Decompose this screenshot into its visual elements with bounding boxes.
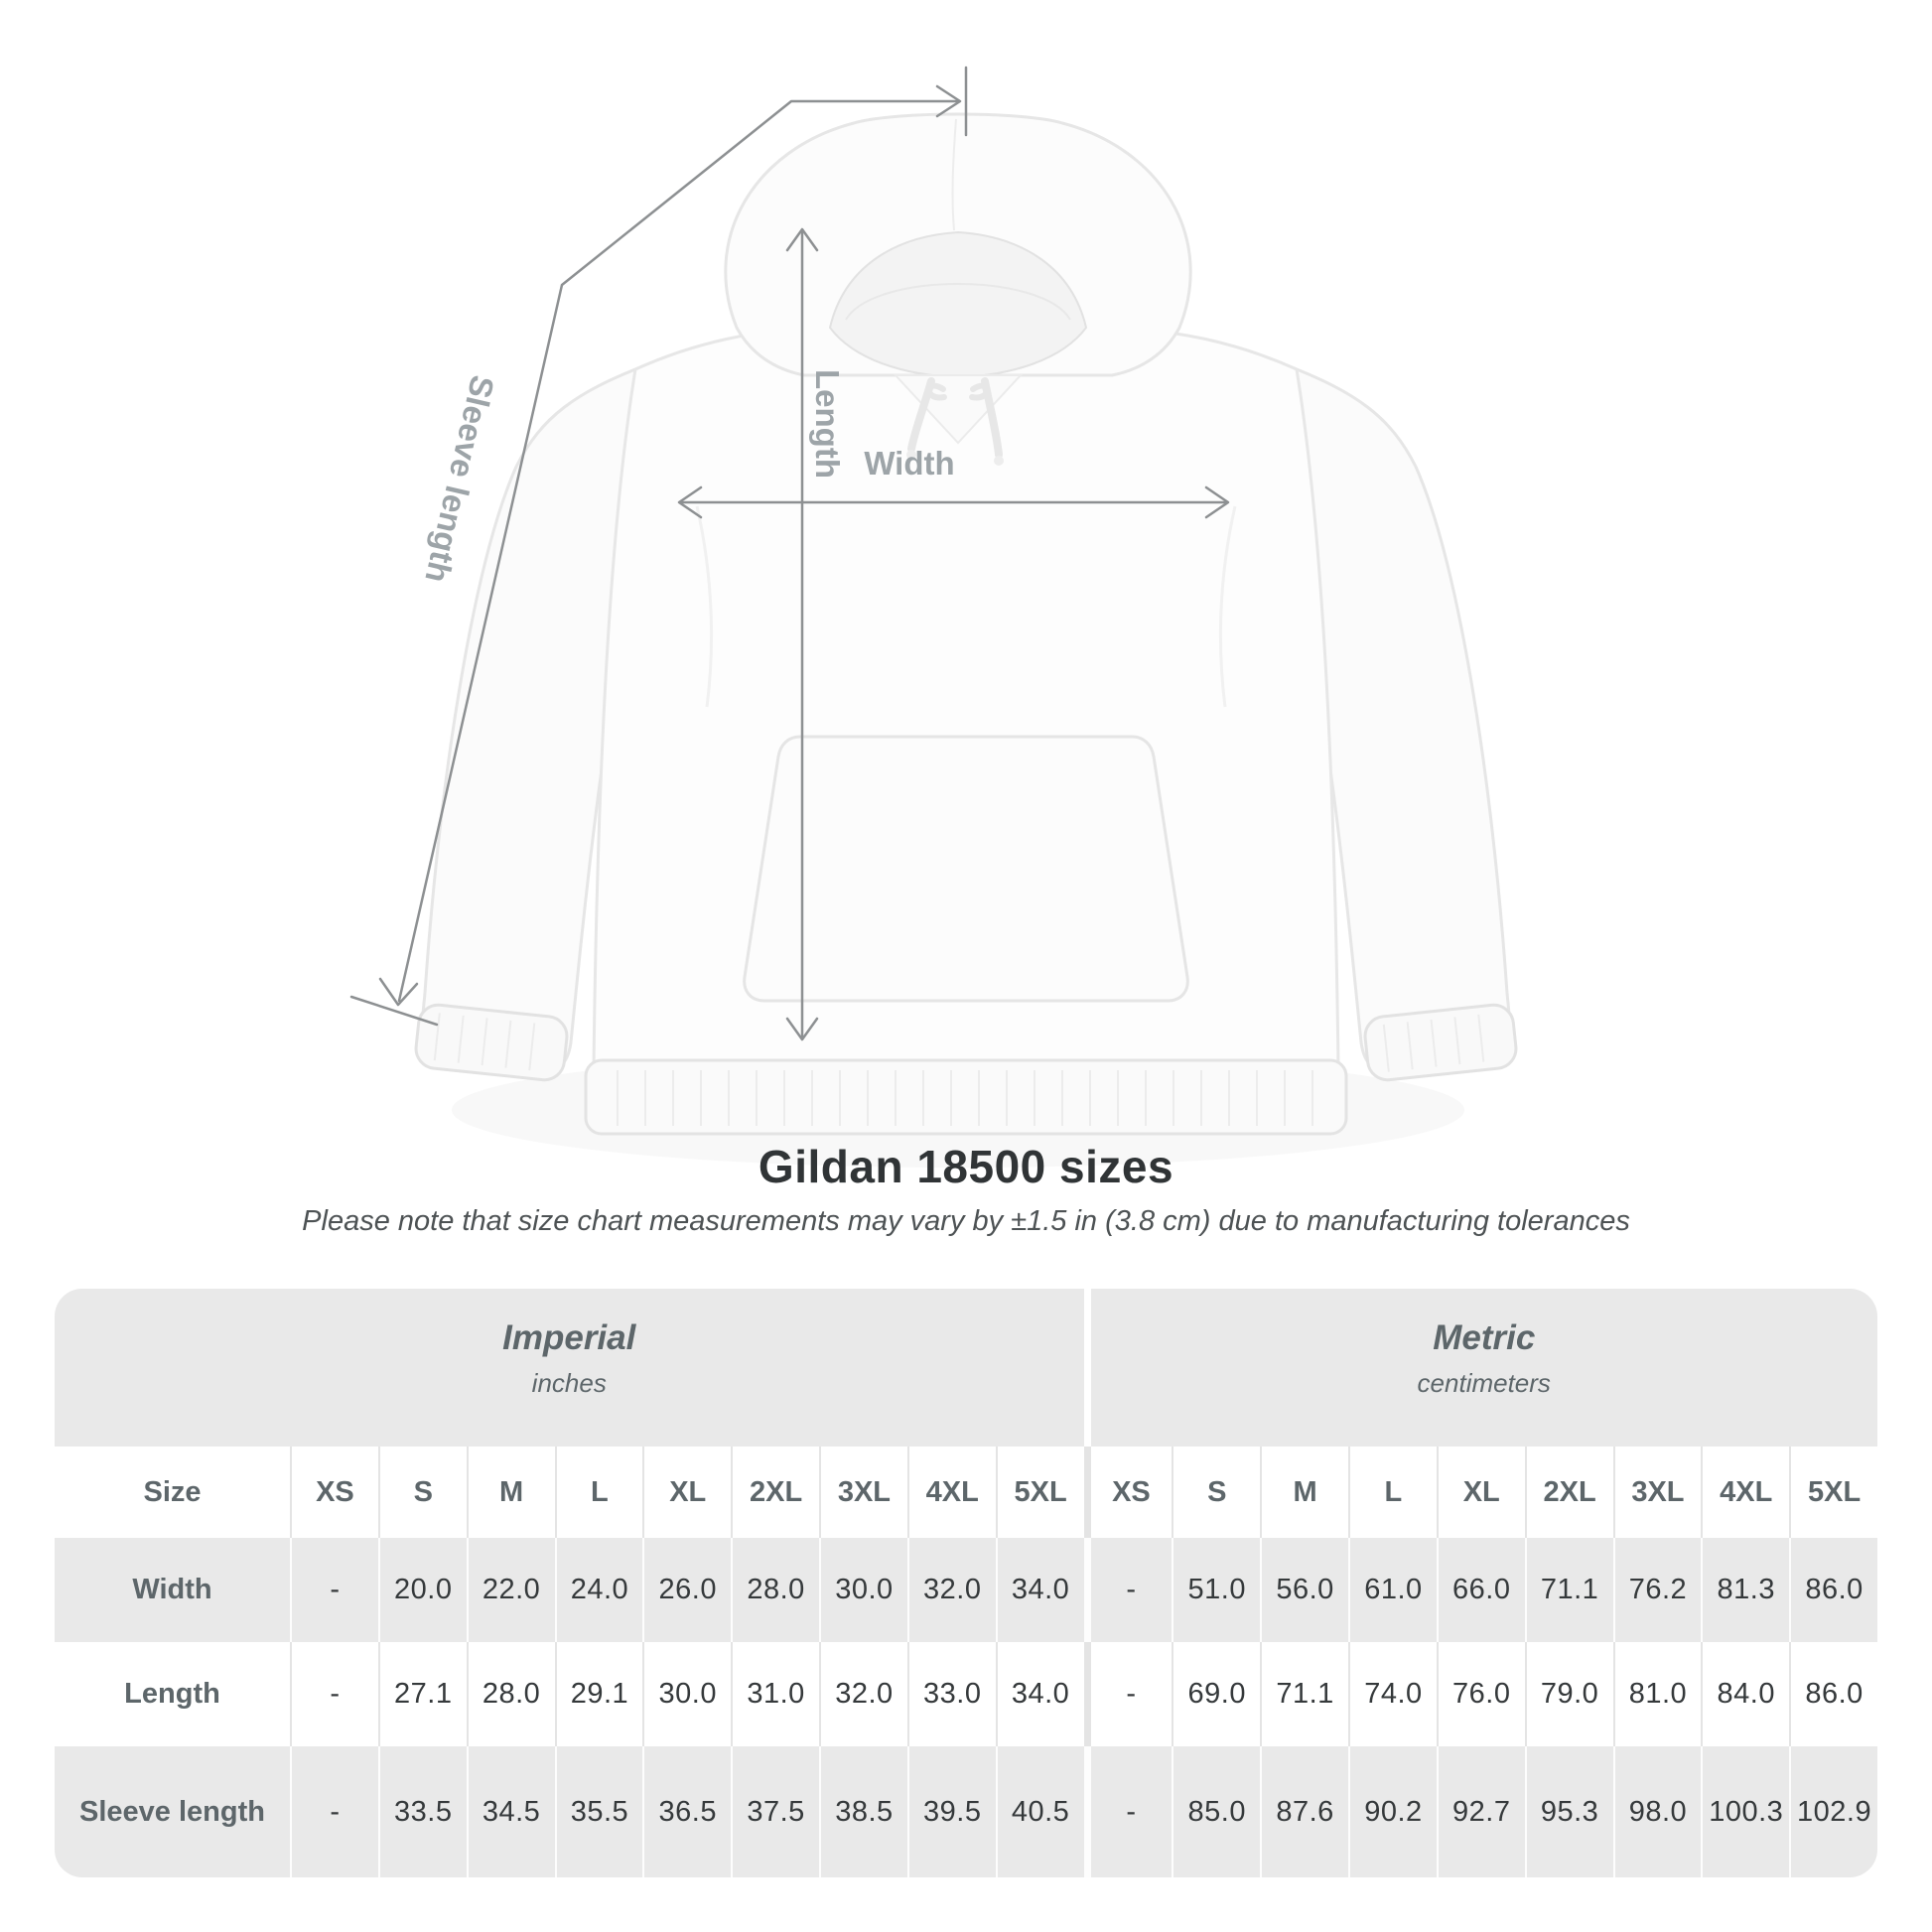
size-column-header: Size	[55, 1447, 290, 1538]
table-cell: 36.5	[642, 1746, 731, 1877]
table-cell: 81.0	[1613, 1642, 1702, 1746]
table-cell: 86.0	[1789, 1642, 1877, 1746]
table-cell: -	[1084, 1538, 1173, 1642]
table-cell: 71.1	[1525, 1538, 1613, 1642]
table-cell: 79.0	[1525, 1642, 1613, 1746]
table-cell: 37.5	[731, 1746, 819, 1877]
table-cell: 98.0	[1613, 1746, 1702, 1877]
table-cell: 87.6	[1260, 1746, 1348, 1877]
table-cell: 26.0	[642, 1538, 731, 1642]
unit-band-imperial	[55, 1289, 1084, 1447]
table-cell: -	[290, 1538, 378, 1642]
table-cell: 95.3	[1525, 1746, 1613, 1877]
size-header-metric-l: L	[1348, 1447, 1437, 1538]
sleeve-annotation-label: Sleeve length	[418, 371, 502, 587]
table-cell: 20.0	[378, 1538, 467, 1642]
table-cell: 90.2	[1348, 1746, 1437, 1877]
table-cell: 34.5	[467, 1746, 555, 1877]
table-cell: 22.0	[467, 1538, 555, 1642]
size-header-imperial-m: M	[467, 1447, 555, 1538]
page-title: Gildan 18500 sizes	[758, 1141, 1174, 1192]
table-cell: 81.3	[1701, 1538, 1789, 1642]
table-cell: 86.0	[1789, 1538, 1877, 1642]
unit-band-title: Imperial	[502, 1318, 636, 1357]
size-header-imperial-4xl: 4XL	[907, 1447, 996, 1538]
table-cell: 34.0	[996, 1642, 1084, 1746]
table-cell: 33.0	[907, 1642, 996, 1746]
table-cell: 34.0	[996, 1538, 1084, 1642]
unit-band-unit: centimeters	[1417, 1368, 1551, 1398]
size-header-imperial-l: L	[555, 1447, 643, 1538]
table-cell: 29.1	[555, 1642, 643, 1746]
table-cell: 92.7	[1437, 1746, 1525, 1877]
size-header-imperial-2xl: 2XL	[731, 1447, 819, 1538]
hoodie-hem	[586, 1060, 1346, 1134]
table-cell: 32.0	[819, 1642, 907, 1746]
unit-band-title: Metric	[1433, 1318, 1536, 1357]
size-header-metric-4xl: 4XL	[1701, 1447, 1789, 1538]
table-cell: 76.0	[1437, 1642, 1525, 1746]
table-cell: -	[290, 1746, 378, 1877]
table-cell: 74.0	[1348, 1642, 1437, 1746]
table-cell: 51.0	[1172, 1538, 1260, 1642]
size-header-imperial-xs: XS	[290, 1447, 378, 1538]
table-cell: 27.1	[378, 1642, 467, 1746]
table-cell: 76.2	[1613, 1538, 1702, 1642]
row-label-length: Length	[55, 1642, 290, 1746]
size-header-imperial-5xl: 5XL	[996, 1447, 1084, 1538]
table-cell: 69.0	[1172, 1642, 1260, 1746]
row-label-sleeve-length: Sleeve length	[55, 1746, 290, 1877]
table-cell: 33.5	[378, 1746, 467, 1877]
size-header-metric-2xl: 2XL	[1525, 1447, 1613, 1538]
width-annotation-label: Width	[864, 445, 955, 482]
table-cell: 35.5	[555, 1746, 643, 1877]
table-cell: 84.0	[1701, 1642, 1789, 1746]
table-cell: 40.5	[996, 1746, 1084, 1877]
table-cell: 31.0	[731, 1642, 819, 1746]
size-header-imperial-s: S	[378, 1447, 467, 1538]
table-cell: 71.1	[1260, 1642, 1348, 1746]
length-annotation-label: Length	[809, 369, 846, 479]
row-label-width: Width	[55, 1538, 290, 1642]
size-header-metric-m: M	[1260, 1447, 1348, 1538]
size-header-imperial-xl: XL	[642, 1447, 731, 1538]
table-cell: 102.9	[1789, 1746, 1877, 1877]
table-cell: 28.0	[467, 1642, 555, 1746]
tolerance-note: Please note that size chart measurements may vary by ±1.5 in (3.8 cm) due to manufacturing tolerances	[302, 1205, 1630, 1237]
table-cell: 56.0	[1260, 1538, 1348, 1642]
unit-band-metric	[1084, 1289, 1878, 1447]
size-table	[55, 1289, 1877, 1877]
table-cell: 28.0	[731, 1538, 819, 1642]
size-header-metric-xl: XL	[1437, 1447, 1525, 1538]
table-cell: 30.0	[819, 1538, 907, 1642]
table-cell: 85.0	[1172, 1746, 1260, 1877]
table-cell: 61.0	[1348, 1538, 1437, 1642]
table-cell: 30.0	[642, 1642, 731, 1746]
table-cell: 32.0	[907, 1538, 996, 1642]
unit-band-unit: inches	[531, 1368, 607, 1398]
table-cell: -	[1084, 1746, 1173, 1877]
table-cell: -	[1084, 1642, 1173, 1746]
size-header-metric-5xl: 5XL	[1789, 1447, 1877, 1538]
table-cell: 66.0	[1437, 1538, 1525, 1642]
table-cell: 38.5	[819, 1746, 907, 1877]
size-header-metric-s: S	[1172, 1447, 1260, 1538]
size-header-metric-xs: XS	[1084, 1447, 1173, 1538]
table-cell: 24.0	[555, 1538, 643, 1642]
hoodie-pocket	[745, 737, 1188, 1001]
size-header-imperial-3xl: 3XL	[819, 1447, 907, 1538]
table-cell: 39.5	[907, 1746, 996, 1877]
table-cell: -	[290, 1642, 378, 1746]
size-header-metric-3xl: 3XL	[1613, 1447, 1702, 1538]
table-cell: 100.3	[1701, 1746, 1789, 1877]
